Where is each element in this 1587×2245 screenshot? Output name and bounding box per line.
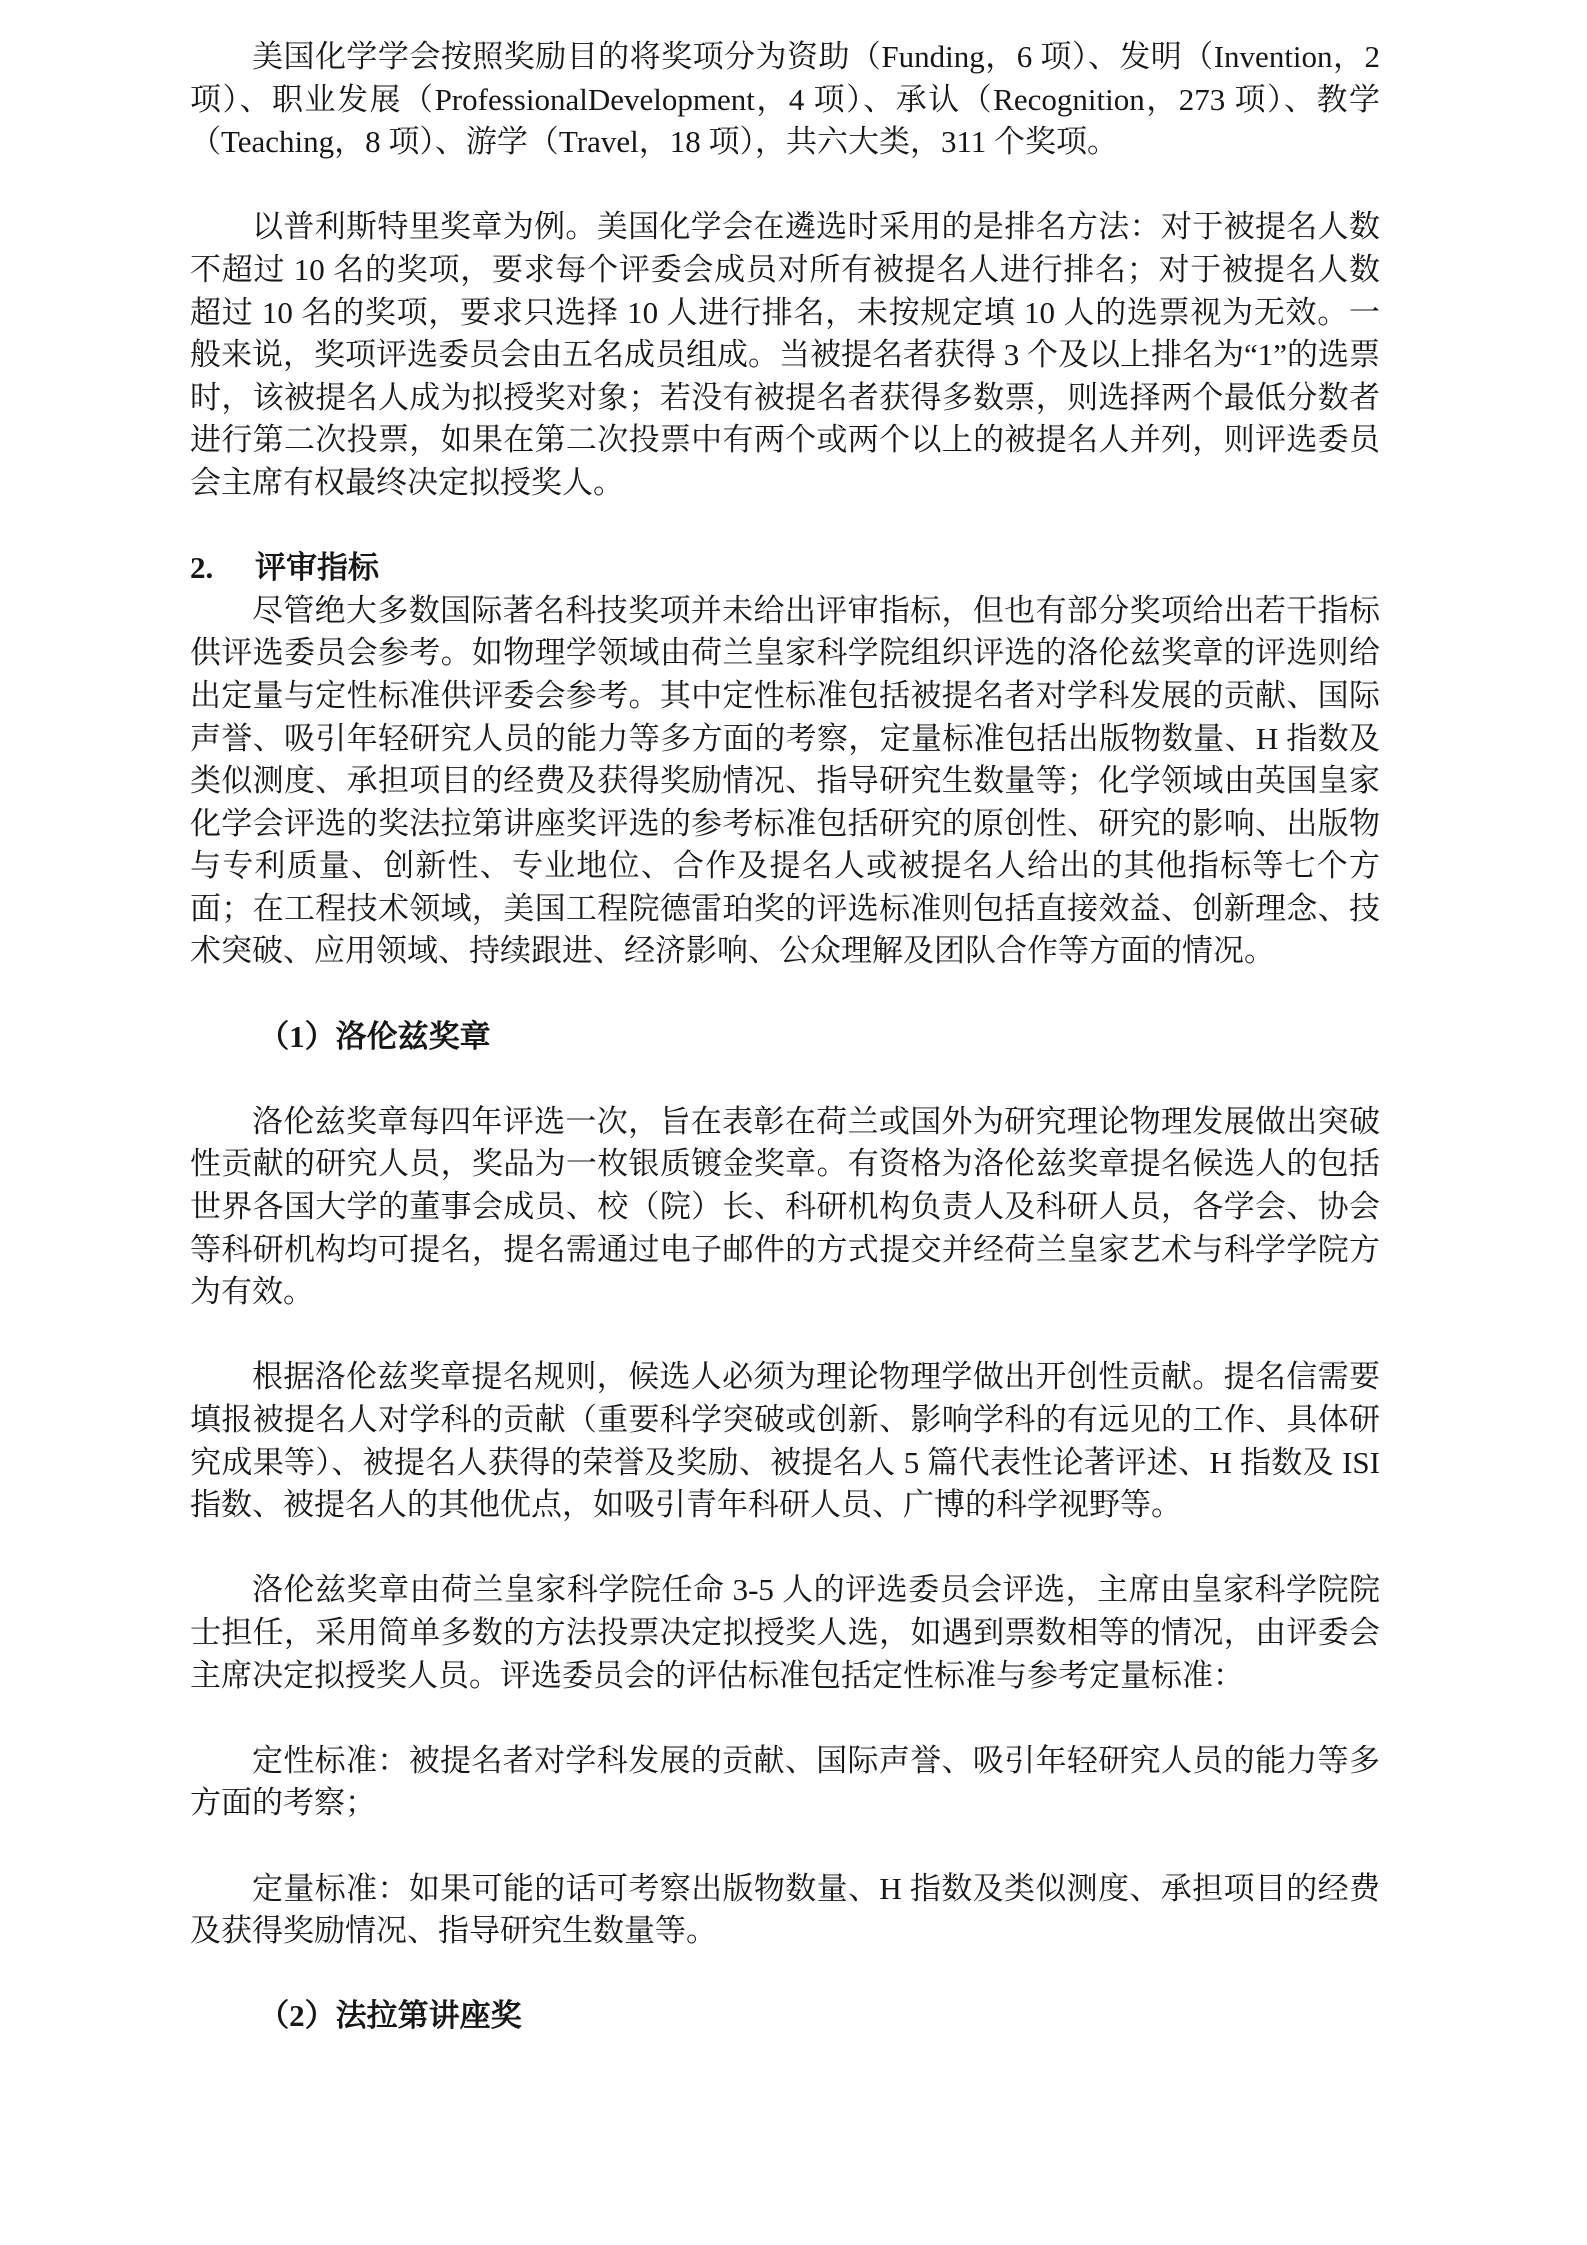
section-number: 2. <box>190 550 214 586</box>
paragraph: 以普利斯特里奖章为例。美国化学会在遴选时采用的是排名方法：对于被提名人数不超过 10 名的奖项，要求每个评委会成员对所有被提名人进行排名；对于被提名人数超过 10 名的奖项，要求只选择 10 人进行排名，未按规定填 10 人的选票视为无效。一般来说，奖项评选委员会由五名成员组成。当被提名者获得 3 个及以上排名为“1”的选票时，该被提名人成为拟授奖对象；若没有被提名者获得多数票，则选择两个最低分数者进行第二次投票，如果在第二次投票中有两个或两个以上的被提名人并列，则评选委员会主席有权最终决定拟授奖人。 <box>190 209 1381 500</box>
paragraph: 根据洛伦兹奖章提名规则，候选人必须为理论物理学做出开创性贡献。提名信需要填报被提名人对学科的贡献（重要科学突破或创新、影响学科的有远见的工作、具体研究成果等）、被提名人获得的荣誉及奖励、被提名人 5 篇代表性论著评述、H 指数及 ISI 指数、被提名人的其他优点，如吸引青年科研人员、广博的科学视野等。 <box>190 1359 1380 1523</box>
sub-heading: （1）洛伦兹奖章 <box>258 1018 491 1054</box>
section-heading <box>190 547 1380 590</box>
paragraph: 洛伦兹奖章每四年评选一次，旨在表彰在荷兰或国外为研究理论物理发展做出突破性贡献的研究人员，奖品为一枚银质镀金奖章。有资格为洛伦兹奖章提名候选人的包括世界各国大学的董事会成员、校（院）长、科研机构负责人及科研人员，各学会、协会等科研机构均可提名，提名需通过电子邮件的方式提交并经荷兰皇家艺术与科学学院方为有效。 <box>190 1103 1380 1310</box>
section-title: 评审指标 <box>255 550 379 586</box>
paragraph: 美国化学学会按照奖励目的将奖项分为资助（Funding，6 项）、发明（Invention，2 项）、职业发展（ProfessionalDevelopment，4 项）、承认（Recognition，273 项）、教学（Teaching，8 项）、游学（Travel，18 项），共六大类，311 个奖项。 <box>190 39 1380 160</box>
paragraph: 尽管绝大多数国际著名科技奖项并未给出评审指标，但也有部分奖项给出若干指标供评选委员会参考。如物理学领域由荷兰皇家科学院组织评选的洛伦兹奖章的评选则给出定量与定性标准供评委会参考。其中定性标准包括被提名者对学科发展的贡献、国际声誉、吸引年轻研究人员的能力等多方面的考察，定量标准包括出版物数量、H 指数及类似测度、承担项目的经费及获得奖励情况、指导研究生数量等；化学领域由英国皇家化学会评选的奖法拉第讲座奖评选的参考标准包括研究的原创性、研究的影响、出版物与专利质量、创新性、专业地位、合作及提名人或被提名人给出的其他指标等七个方面；在工程技术领域，美国工程院德雷珀奖的评选标准则包括直接效益、创新理念、技术突破、应用领域、持续跟进、经济影响、公众理解及团队合作等方面的情况。 <box>190 592 1380 969</box>
document-content <box>190 36 1380 2081</box>
sub-heading: （2）法拉第讲座奖 <box>258 1998 522 2034</box>
paragraph: 洛伦兹奖章由荷兰皇家科学院任命 3-5 人的评选委员会评选，主席由皇家科学院院士担任，采用简单多数的方法投票决定拟授奖人选，如遇到票数相等的情况，由评委会主席决定拟授奖人员。评选委员会的评估标准包括定性标准与参考定量标准： <box>190 1572 1380 1693</box>
paragraph: 定性标准：被提名者对学科发展的贡献、国际声誉、吸引年轻研究人员的能力等多方面的考察； <box>190 1742 1380 1821</box>
paragraph: 定量标准：如果可能的话可考察出版物数量、H 指数及类似测度、承担项目的经费及获得奖励情况、指导研究生数量等。 <box>190 1870 1380 1949</box>
